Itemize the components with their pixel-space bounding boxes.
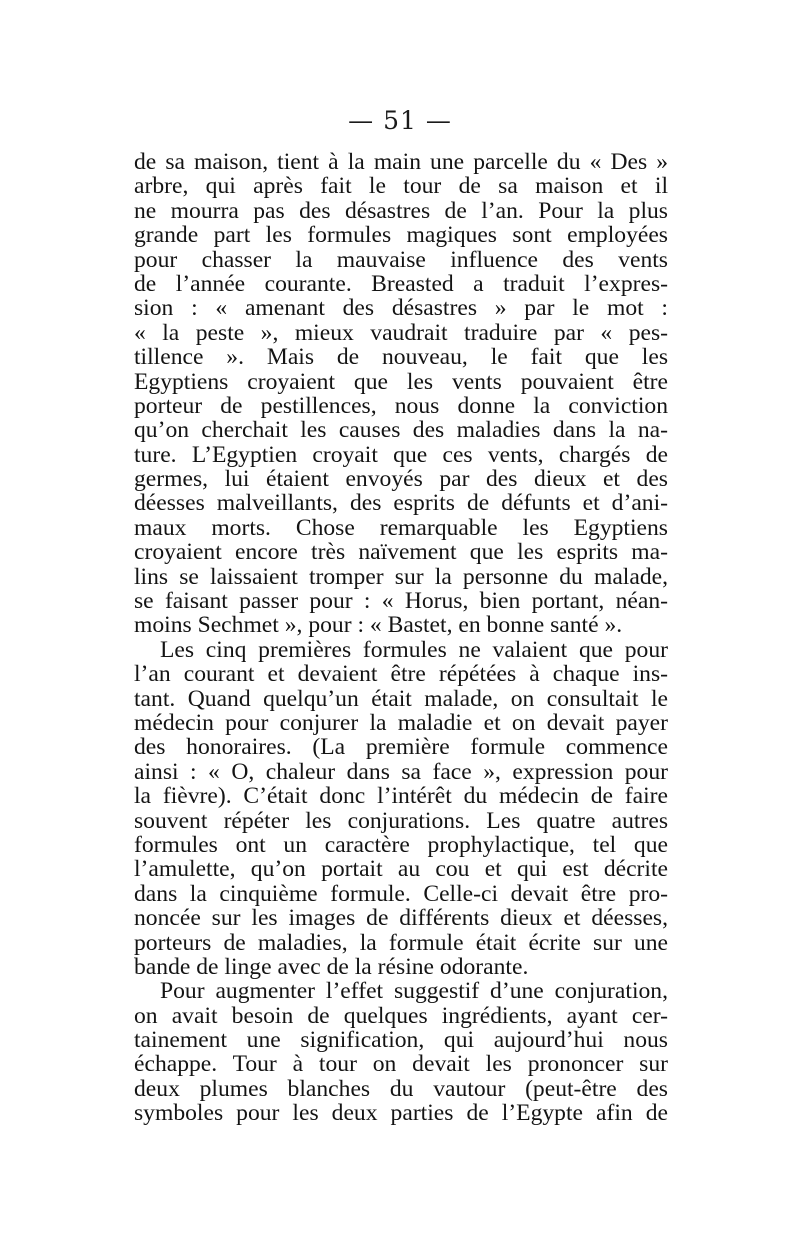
text-line: porteur de pestillences, nous donne la conviction xyxy=(134,392,668,419)
text-line: deux plumes blanches du vautour (peut-être des xyxy=(134,1075,668,1102)
text-line: l’amulette, qu’on portait au cou et qui est décrite xyxy=(134,856,668,883)
text-line: sion : « amenant des désastres » par le mot : xyxy=(134,295,668,322)
text-line: ainsi : « O, chaleur dans sa face », expression pour xyxy=(134,758,668,785)
paragraph-1 xyxy=(134,150,668,638)
text-line: de sa maison, tient à la main une parcelle du « Des » xyxy=(134,149,668,175)
text-line: maux morts. Chose remarquable les Egyptiens xyxy=(134,514,668,541)
text-line: arbre, qui après fait le tour de sa maison et il xyxy=(134,173,668,200)
text-line: tant. Quand quelqu’un était malade, on consultait le xyxy=(134,685,668,712)
paragraph-2 xyxy=(134,638,668,979)
text-line: de l’année courante. Breasted a traduit l’expres- xyxy=(134,270,668,297)
text-line: grande part les formules magiques sont employées xyxy=(134,222,668,249)
text-line: bande de linge avec de la résine odorante. xyxy=(134,953,529,980)
text-line: tillence ». Mais de nouveau, le fait que les xyxy=(134,344,668,371)
text-line: lins se laissaient tromper sur la personne du malade, xyxy=(134,563,668,590)
text-line: Egyptiens croyaient que les vents pouvaient être xyxy=(134,368,668,395)
text-line: pour chasser la mauvaise influence des vents xyxy=(134,246,668,273)
text-line: croyaient encore très naïvement que les esprits ma- xyxy=(134,539,668,566)
text-line: formules ont un caractère prophylactique, tel que xyxy=(134,831,668,858)
text-line: se faisant passer pour : « Horus, bien portant, néan- xyxy=(134,588,668,615)
text-line: qu’on cherchait les causes des maladies dans la na- xyxy=(134,417,668,444)
text-line: dans la cinquième formule. Celle-ci devait être pro- xyxy=(134,880,668,907)
text-line: « la peste », mieux vaudrait traduire par « pes- xyxy=(134,319,668,346)
paragraph-3 xyxy=(134,979,668,1125)
text-line: médecin pour conjurer la maladie et on devait payer xyxy=(134,709,668,736)
text-line: ne mourra pas des désastres de l’an. Pour la plus xyxy=(134,197,668,224)
text-line: tainement une signification, qui aujourd’hui nous xyxy=(134,1027,668,1054)
text-line: Les cinq premières formules ne valaient que pour xyxy=(160,636,668,663)
page-number: — 51 — xyxy=(348,106,452,135)
text-line: déesses malveillants, des esprits de défunts et d’ani- xyxy=(134,490,668,517)
text-line: souvent répéter les conjurations. Les quatre autres xyxy=(134,807,668,834)
body-text xyxy=(134,150,668,1126)
text-line: la fièvre). C’était donc l’intérêt du médecin de faire xyxy=(134,783,668,810)
text-line: ture. L’Egyptien croyait que ces vents, chargés de xyxy=(134,441,668,468)
text-line: porteurs de maladies, la formule était écrite sur une xyxy=(134,929,668,956)
text-line: symboles pour les deux parties de l’Egypte afin de xyxy=(134,1100,668,1127)
text-line: Pour augmenter l’effet suggestif d’une conjuration, xyxy=(160,978,668,1005)
text-line: germes, lui étaient envoyés par des dieux et des xyxy=(134,466,668,493)
text-line: l’an courant et devaient être répétées à chaque ins- xyxy=(134,661,668,688)
text-line: noncée sur les images de différents dieux et déesses, xyxy=(134,905,668,932)
text-line: on avait besoin de quelques ingrédients, ayant cer- xyxy=(134,1002,668,1029)
text-line: échappe. Tour à tour on devait les prononcer sur xyxy=(134,1051,668,1078)
text-line: des honoraires. (La première formule commence xyxy=(134,734,668,761)
text-line: moins Sechmet », pour : « Bastet, en bonne santé ». xyxy=(134,612,623,639)
